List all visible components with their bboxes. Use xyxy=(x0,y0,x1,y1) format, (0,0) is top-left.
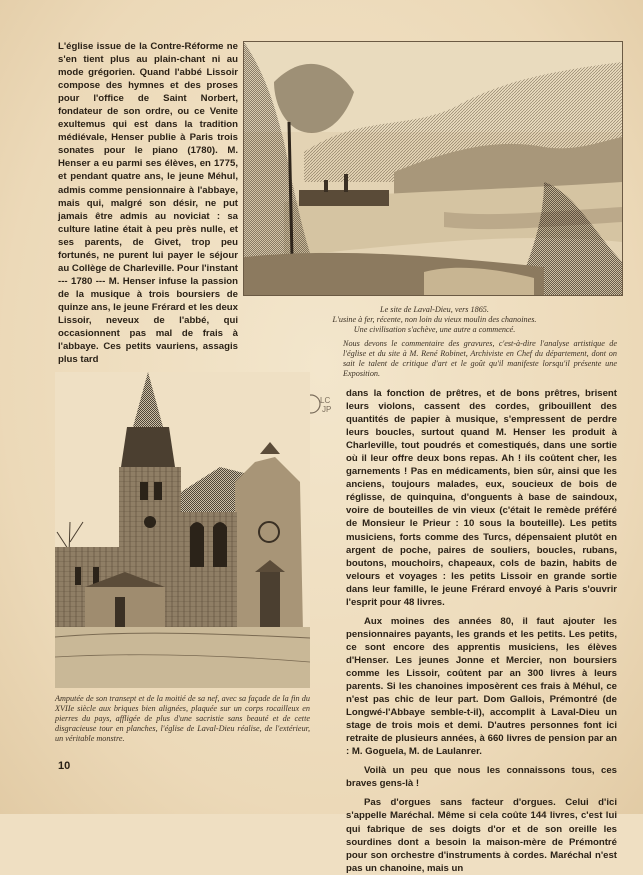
landscape-engraving-image xyxy=(244,42,622,295)
svg-text:LC: LC xyxy=(320,396,331,405)
engraving-laval-dieu-site xyxy=(243,41,623,296)
page-number: 10 xyxy=(58,760,71,772)
caption-line: Une civilisation s'achève, une autre a commencé. xyxy=(353,325,516,334)
svg-text:JP: JP xyxy=(322,405,332,414)
text-column-right xyxy=(346,387,617,875)
paragraph: Pas d'orgues sans facteur d'orgues. Celui d'ici s'appelle Maréchal. Même si cela coûte 144 livres, c'est lui qui fabrique de ses doigts d'or et de son oreille les sourdines dont a besoin la maison-mère de Prémontré pour son orchestre d'instruments à cordes. Maréchal n'est pas un chanoine, mais un xyxy=(346,797,617,874)
paragraph: L'église issue de la Contre-Réforme ne s'en tient plus au plain-chant ni au mode grégorien. Quand l'abbé Lissoir compose des hymnes et des proses pour l'office de Saint Norbert, fondateur de son ordre, ou ce Venite exultemus qui est dans la tradition médiévale, Henser publie à Paris trois sonates pour le piano (1780). M. Henser a eu parmi ses élèves, en 1775, et pendant quatre ans, le jeune Méhul, admis comme pensionnaire à l'abbaye, mais qui, malgré son désir, ne put jamais être admis au noviciat : sa culture latine était à peu près nulle, et ses parents, de Givet, trop peu fortunés, ne purent lui payer le séjour au Collège de Charleville. Pour l'instant --- 1780 --- M. Henser infuse la passion de la musique à trois boursiers de quinze ans, le jeune Frérard et les deux Lissoir, neveux de l'abbé, qui occasionnent pas mal de frais à l'abbaye. Ces petits vauriens, assagis plus tard xyxy=(58,41,238,366)
paragraph: Aux moines des années 80, il faut ajouter les pensionnaires payants, les grands et les petits. Les petits, ce sont encore des apprentis musiciens, les élèves d'Henser. Les jeunes Jonne et Mercier, non boursiers comme les Lissoir, coûtent par an 300 livres à leurs parents. Si les chanoines imposèrent ces frais à Méhul, ce n'est pas chic de leur part. Dom Gallois, Prémontré (de Longwé-l'Abbaye semble-t-il), accomplit à Laval-Dieu un stage de trois mois et demi. D'autres personnes font ici retraite de plusieurs années, à 660 livres de pension par an : M. Goguela, M. de Laulanrer. xyxy=(346,615,617,758)
acknowledgement-note: Nous devons le commentaire des gravures, c'est-à-dire l'analyse artistique de l'église et du site à M. René Robinet, Archiviste en Chef du département, dont on sait le talent de critique d'art et le goût qu'il manifeste lorsqu'il présente une Exposition. xyxy=(343,339,617,378)
caption-line: L'usine à fer, récente, non loin du vieux moulin des chanoines. xyxy=(332,315,537,324)
paragraph: dans la fonction de prêtres, et de bons prêtres, brisent leurs violons, cassent des cordes, gribouillent des quantités de papier à musique, s'empressent de perdre leurs boucles, surtout quand M. Henser les produit à Charleville, tout poudrés et comestiqués, dans une sortie où il leur offre deux bons repas. Ah ! ils coûtent cher, les garnements ! Pas en médicaments, bien sûr, ainsi que les anciens, toujours malades, eux, soucieux de bois de réglisse, de quinquina, d'onguents à base de saindoux, voire de bouteilles de vin vieux (c'était le remède préféré de Monsieur le Prieur : 10 sous la bouteille). Les petits musiciens, forts comme des Turcs, dépensaient plutôt en argent de poche, paires de souliers, boucles, rubans, boutons, mouchoirs, chapeaux, cols de bazin, habits de velours et voyages : les petits Lissoir en grande sortie dans leur famille, le jeune Frérard envoyé à Paris s'ouvrir l'esprit pour 48 livres. xyxy=(346,388,617,608)
caption-line: Le site de Laval-Dieu, vers 1865. xyxy=(380,305,489,314)
engraving-church-laval-dieu xyxy=(55,372,310,688)
paragraph: Voilà un peu que nous les connaissons tous, ces braves gens-là ! xyxy=(346,765,617,790)
caption-bottom: Amputée de son transept et de la moitié de sa nef, avec sa façade de la fin du XVIIe siècle aux briques bien alignées, plaquée sur un corps rocailleux en pierres du pays, affligée de plus d'une sacristie sans beauté et de cette disgracieuse tour en planches, l'église de Laval-Dieu réalise, de l'extérieur, un véritable monstre. xyxy=(55,694,310,743)
caption-top xyxy=(252,305,617,335)
church-engraving-image xyxy=(55,372,310,688)
text-column-left xyxy=(58,40,238,366)
